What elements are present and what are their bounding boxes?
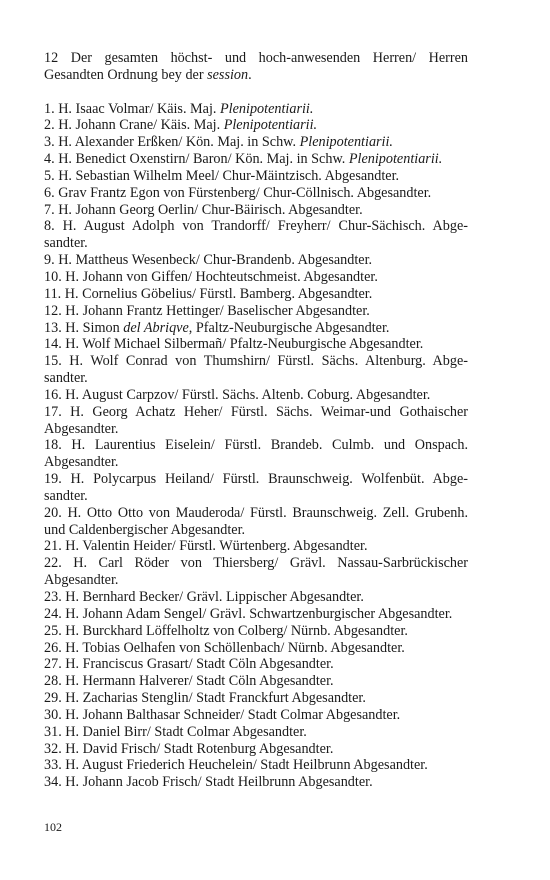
entry-number: 27. [44, 656, 62, 673]
entry-text: H. Alexander Erßken/ Kön. Maj. in Schw. [58, 134, 300, 151]
list-item [44, 656, 468, 673]
entry-number: 9. [44, 252, 55, 269]
entry-text: H. Isaac Volmar/ Käis. Maj. [58, 100, 220, 117]
list-item [44, 269, 468, 286]
entry-text: H. Cornelius Göbelius/ Fürstl. Bamberg. Abgesandter. [64, 285, 373, 302]
list-item [44, 252, 468, 269]
entry-italic: Plenipotentiarii. [223, 117, 318, 134]
entry-text: H. Benedict Oxenstirn/ Baron/ Kön. Maj. in Schw. [58, 151, 349, 168]
entry-number: 23. [44, 589, 62, 605]
list-item [44, 673, 468, 690]
entry-number: 33. [44, 757, 62, 774]
entry-text: H. Johann von Giffen/ Hochteutschmeist. Abgesandter. [65, 268, 378, 285]
entry-number: 14. [44, 336, 62, 353]
delegates-list [44, 101, 468, 792]
list-item [44, 320, 468, 337]
section-heading [44, 50, 468, 84]
entry-text: H. Sebastian Wilhelm Meel/ Chur-Mäintzisch. Abgesandter. [58, 167, 400, 184]
entry-text: H. Johann Jacob Frisch/ Stadt Heilbrunn Abgesandter. [65, 774, 373, 791]
list-item [44, 387, 468, 404]
entry-text: H. Johann Crane/ Käis. Maj. [58, 117, 224, 134]
entry-number: 21. [44, 538, 62, 555]
entry-text: H. Tobias Oelhafen von Schöllenbach/ Nürnb. Abgesandter. [65, 639, 405, 656]
entry-text: H. August Carpzov/ Fürstl. Sächs. Altenb. Coburg. Abgesandter. [65, 386, 431, 403]
list-item [44, 757, 468, 774]
entry-text: H. Johann Adam Sengel/ Grävl. Schwartzenburgischer Abgesandter. [65, 605, 453, 622]
list-item [44, 437, 468, 471]
entry-text: H. Burckhard Löffelholtz von Colberg/ Nürnb. Abgesandter. [65, 622, 408, 639]
list-item [44, 505, 468, 539]
entry-number: 28. [44, 673, 62, 690]
entry-number: 20. [44, 504, 62, 521]
list-item [44, 404, 468, 438]
entry-number: 4. [44, 151, 55, 168]
heading-end: . [248, 66, 252, 83]
entry-text: H. Otto Otto von Mauderoda/ Fürstl. Braunschweig. Zell. Grubenh. und Caldenbergischer Abgesandter. [44, 504, 468, 538]
entry-number: 10. [44, 268, 62, 285]
entry-text: H. David Frisch/ Stadt Rotenburg Abgesandter. [65, 740, 334, 757]
list-item [44, 218, 468, 252]
entry-number: 30. [44, 706, 62, 723]
entry-text: H. Wolf Conrad von Thumshirn/ Fürstl. Sächs. Altenburg. Abgesandter. [44, 353, 468, 387]
entry-number: 32. [44, 740, 62, 757]
entry-text: H. Mattheus Wesenbeck/ Chur-Brandenb. Abgesandter. [58, 252, 373, 269]
entry-number: 11. [44, 285, 62, 302]
entry-text: H. Hermann Halverer/ Stadt Cöln Abgesandter. [65, 673, 334, 690]
list-item [44, 606, 468, 623]
entry-number: 24. [44, 605, 62, 622]
list-item [44, 286, 468, 303]
entry-number: 15. [44, 353, 62, 370]
list-item [44, 741, 468, 758]
entry-text: Grav Frantz Egon von Fürstenberg/ Chur-Cöllnisch. Abgesandter. [58, 184, 432, 201]
entry-number: 17. [44, 403, 62, 420]
list-item [44, 623, 468, 640]
entry-number: 25. [44, 622, 62, 639]
entry-text: H. Zacharias Stenglin/ Stadt Franckfurt Abgesandter. [65, 690, 366, 707]
entry-italic: Plenipotentiarii. [348, 151, 443, 168]
entry-number: 34. [44, 774, 62, 791]
list-item [44, 101, 468, 118]
entry-text-after: , Pfaltz-Neuburgische Abgesandter. [188, 319, 390, 336]
entry-italic: Plenipotentiarii. [299, 134, 393, 151]
entry-text: H. Wolf Michael Silbermañ/ Pfaltz-Neuburgische Abgesandter. [65, 336, 424, 353]
entry-number: 13. [44, 319, 62, 336]
entry-text: H. Polycarpus Heiland/ Fürstl. Braunschweig. Wolfenbüt. Abgesandter. [44, 471, 468, 504]
heading-number: 12 [44, 50, 59, 66]
entry-number: 26. [44, 639, 62, 656]
entry-number: 18. [44, 437, 62, 454]
list-item [44, 168, 468, 185]
list-item [44, 303, 468, 320]
entry-number: 5. [44, 167, 55, 184]
entry-text: H. Laurentius Eiselein/ Fürstl. Brandeb. Culmb. und Onspach. Abgesandter. [44, 437, 468, 471]
entry-number: 19. [44, 471, 62, 488]
list-item [44, 589, 468, 606]
entry-text: H. Valentin Heider/ Fürstl. Würtenberg. Abgesandter. [65, 538, 368, 555]
entry-number: 3. [44, 134, 55, 151]
entry-italic: del Abriqve [123, 319, 189, 336]
list-item [44, 353, 468, 387]
entry-text: H. Georg Achatz Heher/ Fürstl. Sächs. Weimar-und Gothaischer Abgesandter. [44, 403, 469, 437]
heading-italic: session [207, 66, 249, 83]
list-item [44, 117, 468, 134]
entry-number: 2. [44, 117, 55, 134]
list-item [44, 555, 468, 589]
entry-number: 22. [44, 555, 62, 572]
entry-number: 8. [44, 218, 55, 235]
list-item [44, 724, 468, 741]
entry-text: H. Bernhard Becker/ Grävl. Lippischer Abgesandter. [65, 589, 364, 605]
entry-text: H. Carl Röder von Thiersberg/ Grävl. Nassau-Sarbrückischer Abgesandter. [44, 555, 468, 589]
list-item [44, 151, 468, 168]
list-item [44, 336, 468, 353]
page-body [44, 50, 468, 791]
entry-text: H. Johann Frantz Hettinger/ Baselischer Abgesandter. [65, 302, 370, 319]
page-number: 102 [44, 820, 62, 834]
list-item [44, 185, 468, 202]
entry-number: 6. [44, 184, 55, 201]
entry-number: 16. [44, 386, 62, 403]
entry-text: H. August Friederich Heuchelein/ Stadt Heilbrunn Abgesandter. [65, 757, 428, 774]
entry-number: 7. [44, 201, 55, 218]
heading-text: Der gesamten höchst- und hoch-anwesenden Herren/ Herren Gesandten Ordnung bey der [44, 50, 469, 83]
list-item [44, 471, 468, 505]
entry-text: H. Johann Georg Oerlin/ Chur-Bäirisch. Abgesandter. [58, 201, 363, 218]
list-item [44, 202, 468, 219]
list-item [44, 774, 468, 791]
entry-number: 29. [44, 690, 62, 707]
entry-text: H. Johann Balthasar Schneider/ Stadt Colmar Abgesandter. [65, 706, 401, 723]
list-item [44, 134, 468, 151]
entry-number: 31. [44, 723, 62, 740]
list-item [44, 707, 468, 724]
entry-text: H. Daniel Birr/ Stadt Colmar Abgesandter. [65, 723, 307, 740]
entry-italic: Plenipotentiarii. [220, 100, 314, 117]
entry-text: H. August Adolph von Trandorff/ Freyherr/ Chur-Sächisch. Abgesandter. [44, 218, 468, 252]
entry-text: H. Franciscus Grasart/ Stadt Cöln Abgesandter. [65, 656, 334, 673]
entry-text: H. Simon [65, 319, 124, 336]
list-item [44, 690, 468, 707]
entry-number: 1. [44, 100, 55, 117]
entry-number: 12. [44, 302, 62, 319]
list-item [44, 538, 468, 555]
list-item [44, 640, 468, 657]
